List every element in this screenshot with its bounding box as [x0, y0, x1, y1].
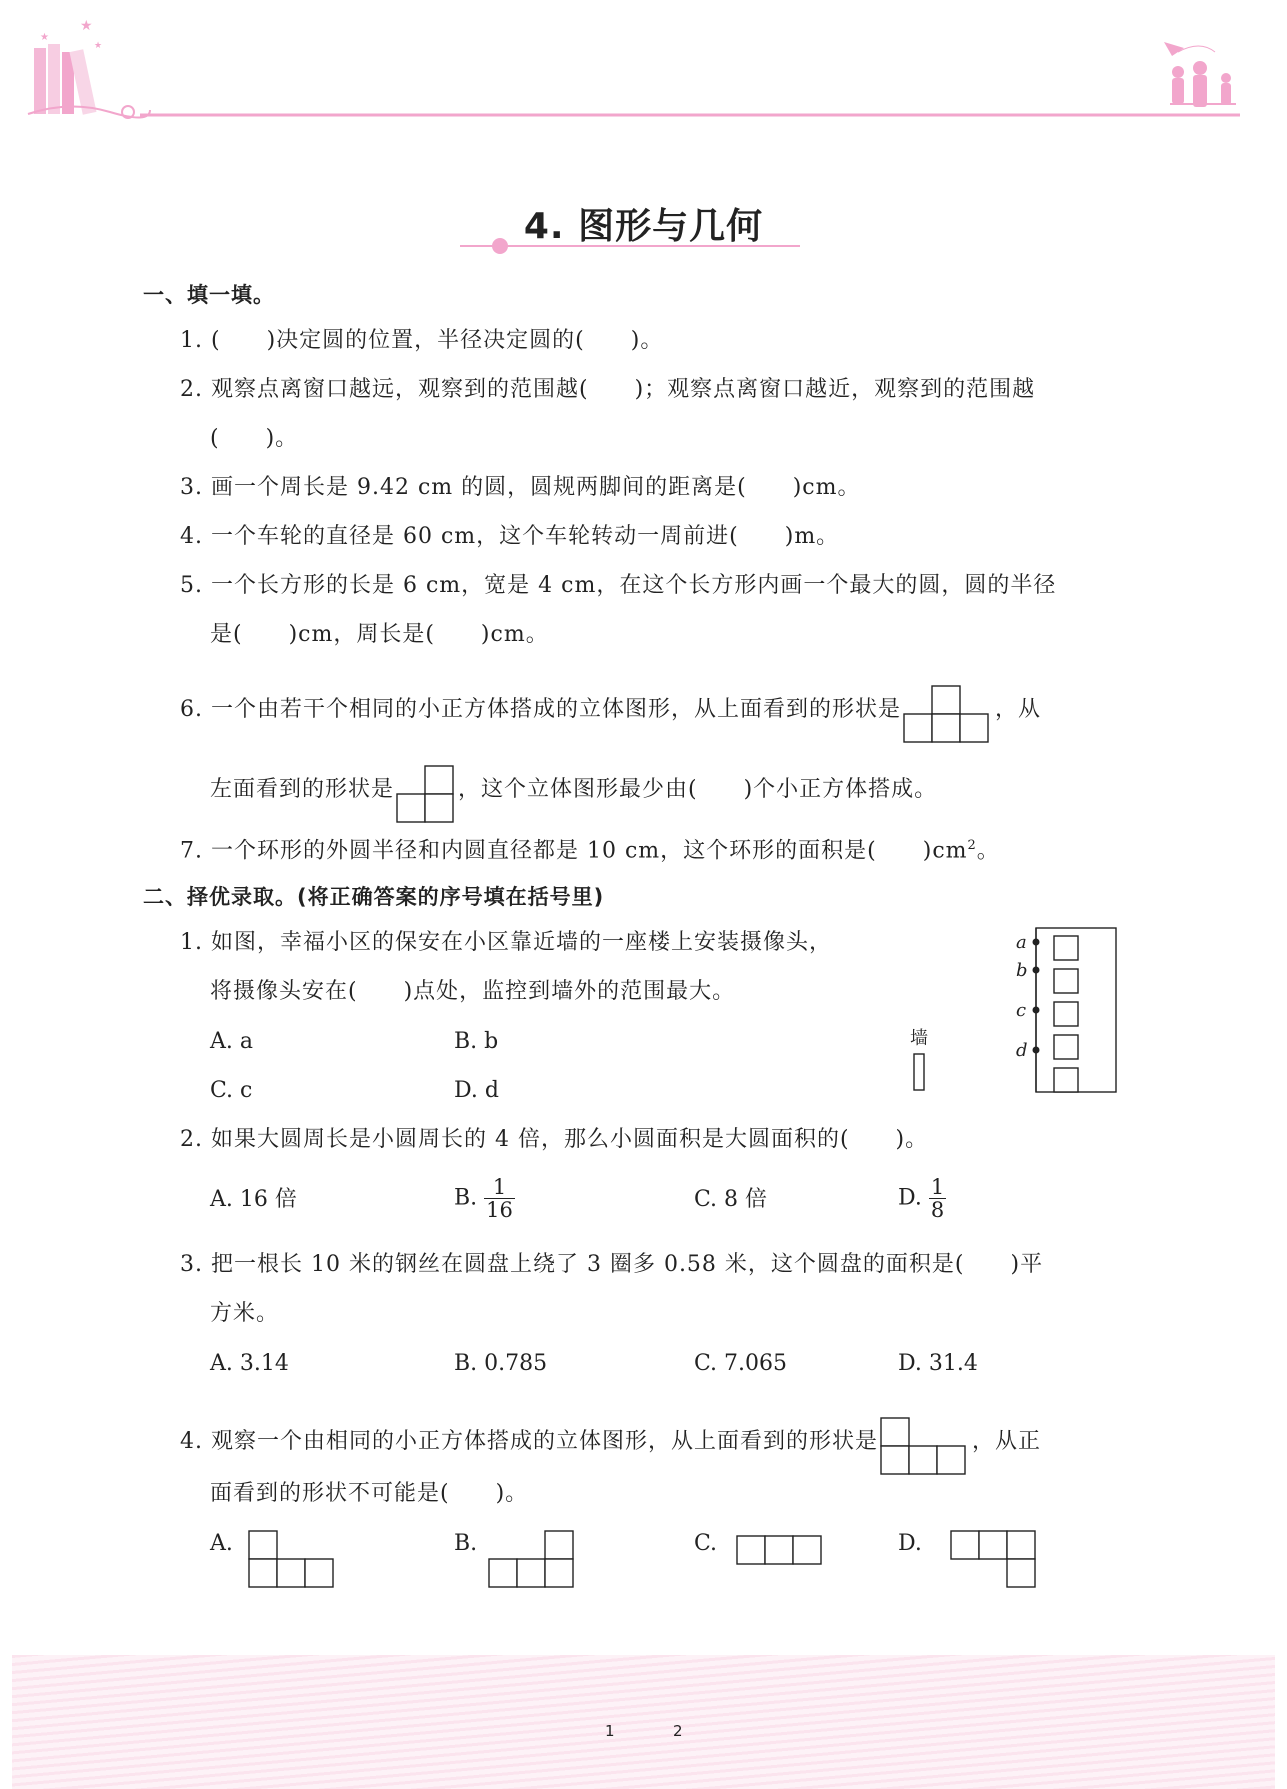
wall-label: 墙	[910, 1028, 928, 1049]
s2-q1-option-b: B. b	[454, 1029, 499, 1054]
s2-q4-option-c-label: C.	[694, 1531, 718, 1556]
s2-q2-option-a: A. 16 倍	[210, 1187, 297, 1212]
point-d-label: d	[1016, 1040, 1028, 1061]
camera-building-figure	[890, 918, 1130, 1098]
s2-q3-option-a: A. 3.14	[210, 1351, 289, 1376]
s1-q7-text: 7. 一个环形的外圆半径和内圆直径都是 10 cm，这个环形的面积是( )cm	[180, 838, 968, 864]
page-number-right: 2	[673, 1722, 683, 1740]
s2-q2-option-b	[454, 1176, 515, 1221]
s2-q2-option-d-label: D.	[898, 1185, 922, 1211]
s2-q3-option-c: C. 7.065	[694, 1351, 788, 1376]
fraction-denominator: 8	[930, 1198, 945, 1222]
s2-question-4-line1	[180, 1416, 1041, 1476]
s1-question-2-line1: 2. 观察点离窗口越远，观察到的范围越( )；观察点离窗口越近，观察到的范围越	[180, 377, 1036, 402]
wall-rect	[914, 1054, 924, 1090]
s1-question-6-line1	[180, 684, 1041, 744]
s2-question-2: 2. 如果大圆周长是小圆周长的 4 倍，那么小圆面积是大圆面积的( )。	[180, 1127, 929, 1152]
s1-q7-end: 。	[976, 838, 1000, 864]
s2-q2-option-b-label: B.	[454, 1185, 478, 1211]
svg-text:★: ★	[40, 32, 49, 43]
s1-question-2-line2: ( )。	[210, 426, 299, 451]
kids-flying-kite-icon	[1164, 42, 1236, 107]
point-d-marker	[1033, 1047, 1040, 1054]
s2-q1-option-d: D. d	[454, 1078, 499, 1103]
s2-q4-option-b-label: B.	[454, 1531, 478, 1556]
s1-question-1: 1. ( )决定圆的位置，半径决定圆的( )。	[180, 328, 664, 353]
s2-q2-option-d	[898, 1176, 946, 1221]
point-a-label: a	[1016, 932, 1027, 953]
s1-q6-text-b: ，从	[995, 697, 1042, 722]
fraction-numerator: 1	[484, 1176, 515, 1199]
q4-option-c-figure	[736, 1530, 826, 1570]
books-icon	[28, 18, 150, 118]
s1-q6-text-a: 6. 一个由若干个相同的小正方体搭成的立体图形，从上面看到的形状是	[180, 697, 901, 722]
point-a-marker	[1033, 939, 1040, 946]
q6-top-view-figure	[903, 684, 993, 744]
point-b-label: b	[1016, 960, 1028, 981]
svg-text:★: ★	[80, 18, 93, 34]
s2-question-1-line2: 将摄像头安在( )点处，监控到墙外的范围最大。	[210, 979, 736, 1004]
svg-text:★: ★	[94, 41, 103, 51]
s2-q2-option-b-fraction	[484, 1176, 515, 1221]
s2-q1-option-a: A. a	[210, 1029, 253, 1054]
s2-q4-option-d-label: D.	[898, 1531, 922, 1556]
q4-option-d-figure	[950, 1530, 1040, 1590]
s2-q2-option-c: C. 8 倍	[694, 1187, 768, 1212]
footer-band	[12, 1655, 1275, 1789]
fraction-denominator: 16	[486, 1198, 513, 1222]
title-underline	[460, 236, 800, 256]
s2-q3-option-b: B. 0.785	[454, 1351, 548, 1376]
section2-heading: 二、择优录取。(将正确答案的序号填在括号里)	[143, 885, 605, 909]
s1-q6-text-c: 左面看到的形状是	[210, 777, 395, 802]
s1-question-4: 4. 一个车轮的直径是 60 cm，这个车轮转动一周前进( )m。	[180, 524, 840, 549]
point-c-marker	[1033, 1007, 1040, 1014]
s1-q7-superscript: 2	[967, 838, 977, 853]
s2-question-3-line1: 3. 把一根长 10 米的钢丝在圆盘上绕了 3 圈多 0.58 米，这个圆盘的面积是( )平	[180, 1252, 1044, 1277]
q4-option-b-figure	[488, 1530, 578, 1590]
point-c-label: c	[1016, 1000, 1027, 1021]
s1-question-5-line2: 是( )cm，周长是( )cm。	[210, 622, 549, 647]
point-b-marker	[1033, 967, 1040, 974]
s2-q4-text-b: ，从正	[972, 1429, 1042, 1454]
fraction-numerator: 1	[930, 1175, 945, 1199]
s2-q1-option-c: C. c	[210, 1078, 253, 1103]
s1-question-3: 3. 画一个周长是 9.42 cm 的圆，圆规两脚间的距离是( )cm。	[180, 475, 861, 500]
header-decoration	[0, 0, 1287, 140]
s1-q6-text-d: ，这个立体图形最少由( )个小正方体搭成。	[458, 777, 938, 802]
s2-q4-option-a-label: A.	[210, 1531, 233, 1556]
s2-q2-option-d-fraction	[929, 1176, 946, 1221]
page-title: 4. 图形与几何	[523, 206, 764, 247]
q4-top-view-figure	[880, 1416, 970, 1476]
section1-heading: 一、填一填。	[143, 283, 275, 307]
s1-question-5-line1: 5. 一个长方形的长是 6 cm，宽是 4 cm，在这个长方形内画一个最大的圆，圆的半径	[180, 573, 1057, 598]
s1-question-6-line2	[210, 764, 937, 824]
s2-question-3-line2: 方米。	[210, 1301, 280, 1326]
s1-question-7	[180, 832, 1000, 865]
q4-option-a-figure	[248, 1530, 338, 1590]
s2-question-4-line2: 面看到的形状不可能是( )。	[210, 1481, 529, 1506]
q6-left-view-figure	[396, 764, 456, 824]
s2-question-1-line1: 1. 如图，幸福小区的保安在小区靠近墙的一座楼上安装摄像头，	[180, 930, 832, 955]
s2-q3-option-d: D. 31.4	[898, 1351, 978, 1376]
page-number-left: 1	[605, 1722, 615, 1740]
s2-q4-text-a: 4. 观察一个由相同的小正方体搭成的立体图形，从上面看到的形状是	[180, 1429, 878, 1454]
